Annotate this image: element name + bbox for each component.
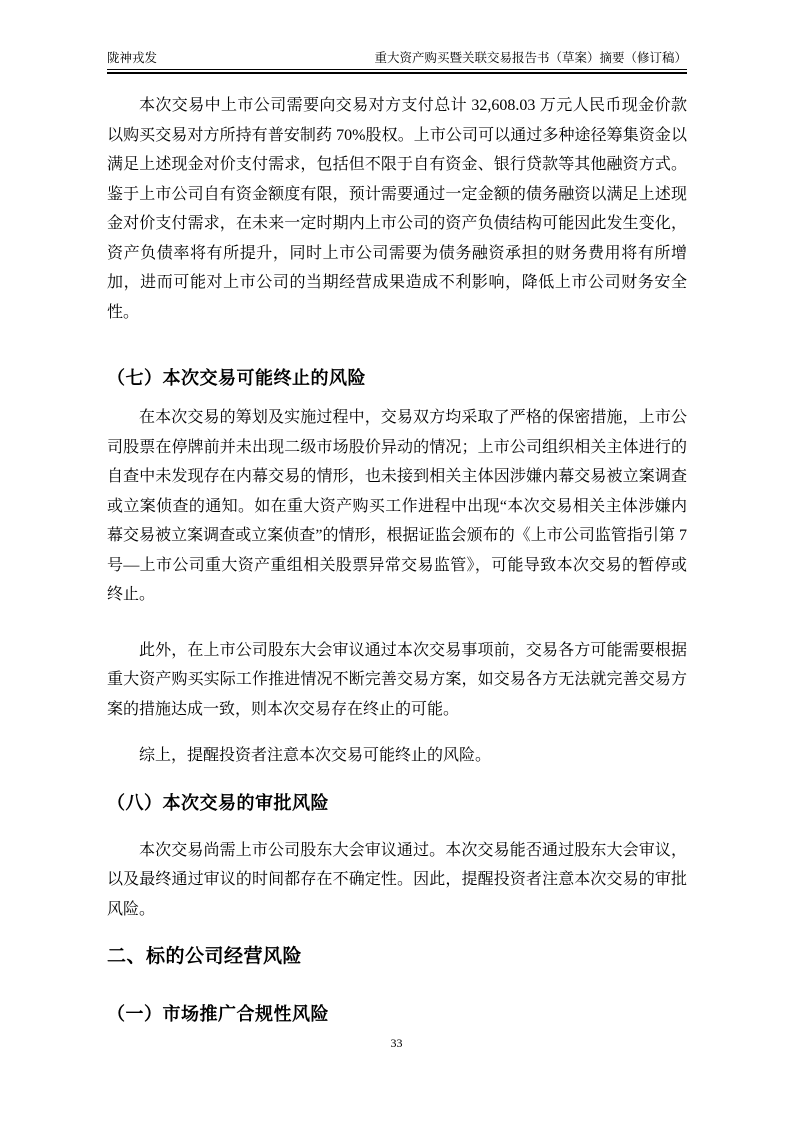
- paragraph-termination-risk-summary: 综上，提醒投资者注意本次交易可能终止的风险。: [139, 747, 492, 764]
- header-rule: [107, 72, 687, 74]
- paragraph-approval-risk: 本次交易尚需上市公司股东大会审议通过。本次交易能否通过股东大会审议，以及最终通过审议的时间都存在不确定性。因此，提醒投资者注意本次交易的审批风险。: [107, 841, 687, 918]
- paragraph-termination-risk-1: 在本次交易的筹划及实施过程中，交易双方均采取了严格的保密措施，上市公司股票在停牌前并未出现二级市场股价异动的情况；上市公司组织相关主体进行的自查中未发现存在内幕交易的情形，也未接到相关主体因涉嫌内幕交易被立案调查或立案侦查的通知。如在重大资产购买工作进程中出现“本次交易相关主体涉嫌内幕交易被立案调查或立案侦查”的情形，根据证监会颁布的《上市公司监管指引第 7 号—上市公司重大资产重组相关股票异常交易监管》，可能导致本次交易的暂停或终止。: [107, 409, 687, 603]
- page-footer: [0, 1036, 793, 1051]
- header-company-name: 陇神戎发: [107, 51, 158, 65]
- header-report-title: 重大资产购买暨关联交易报告书（草案）摘要（修订稿）: [374, 51, 687, 65]
- paragraph-funding-risk: 本次交易中上市公司需要向交易对方支付总计 32,608.03 万元人民币现金价款以购买交易对方所持有普安制药 70%股权。上市公司可以通过多种途径筹集资金以满足上述现金对价支付需求，包括但不限于自有资金、银行贷款等其他融资方式。鉴于上市公司自有资金额度有限，预计需要通过一定金额的债务融资以满足上述现金对价支付需求，在未来一定时期内上市公司的资产负债结构可能因此发生变化，资产负债率将有所提升，同时上市公司需要为债务融资承担的财务费用将有所增加，进而可能对上市公司的当期经营成果造成不利影响，降低上市公司财务安全性。: [107, 97, 687, 321]
- heading-approval-risk: （八）本次交易的审批风险: [107, 792, 329, 813]
- heading-market-promotion-compliance-risk: （一）市场推广合规性风险: [107, 1004, 329, 1024]
- document-body: [107, 75, 687, 1027]
- heading-chapter-target-company-risk: 二、标的公司经营风险: [107, 946, 303, 967]
- header-row: [107, 50, 687, 70]
- page-number: 33: [390, 1036, 403, 1050]
- heading-termination-risk: （七）本次交易可能终止的风险: [107, 368, 366, 388]
- page-header: [107, 50, 687, 74]
- paragraph-termination-risk-2: 此外，在上市公司股东大会审议通过本次交易事项前，交易各方可能需要根据重大资产购买实际工作推进情况不断完善交易方案，如交易各方无法就完善交易方案的措施达成一致，则本次交易存在终止的可能。: [107, 641, 687, 718]
